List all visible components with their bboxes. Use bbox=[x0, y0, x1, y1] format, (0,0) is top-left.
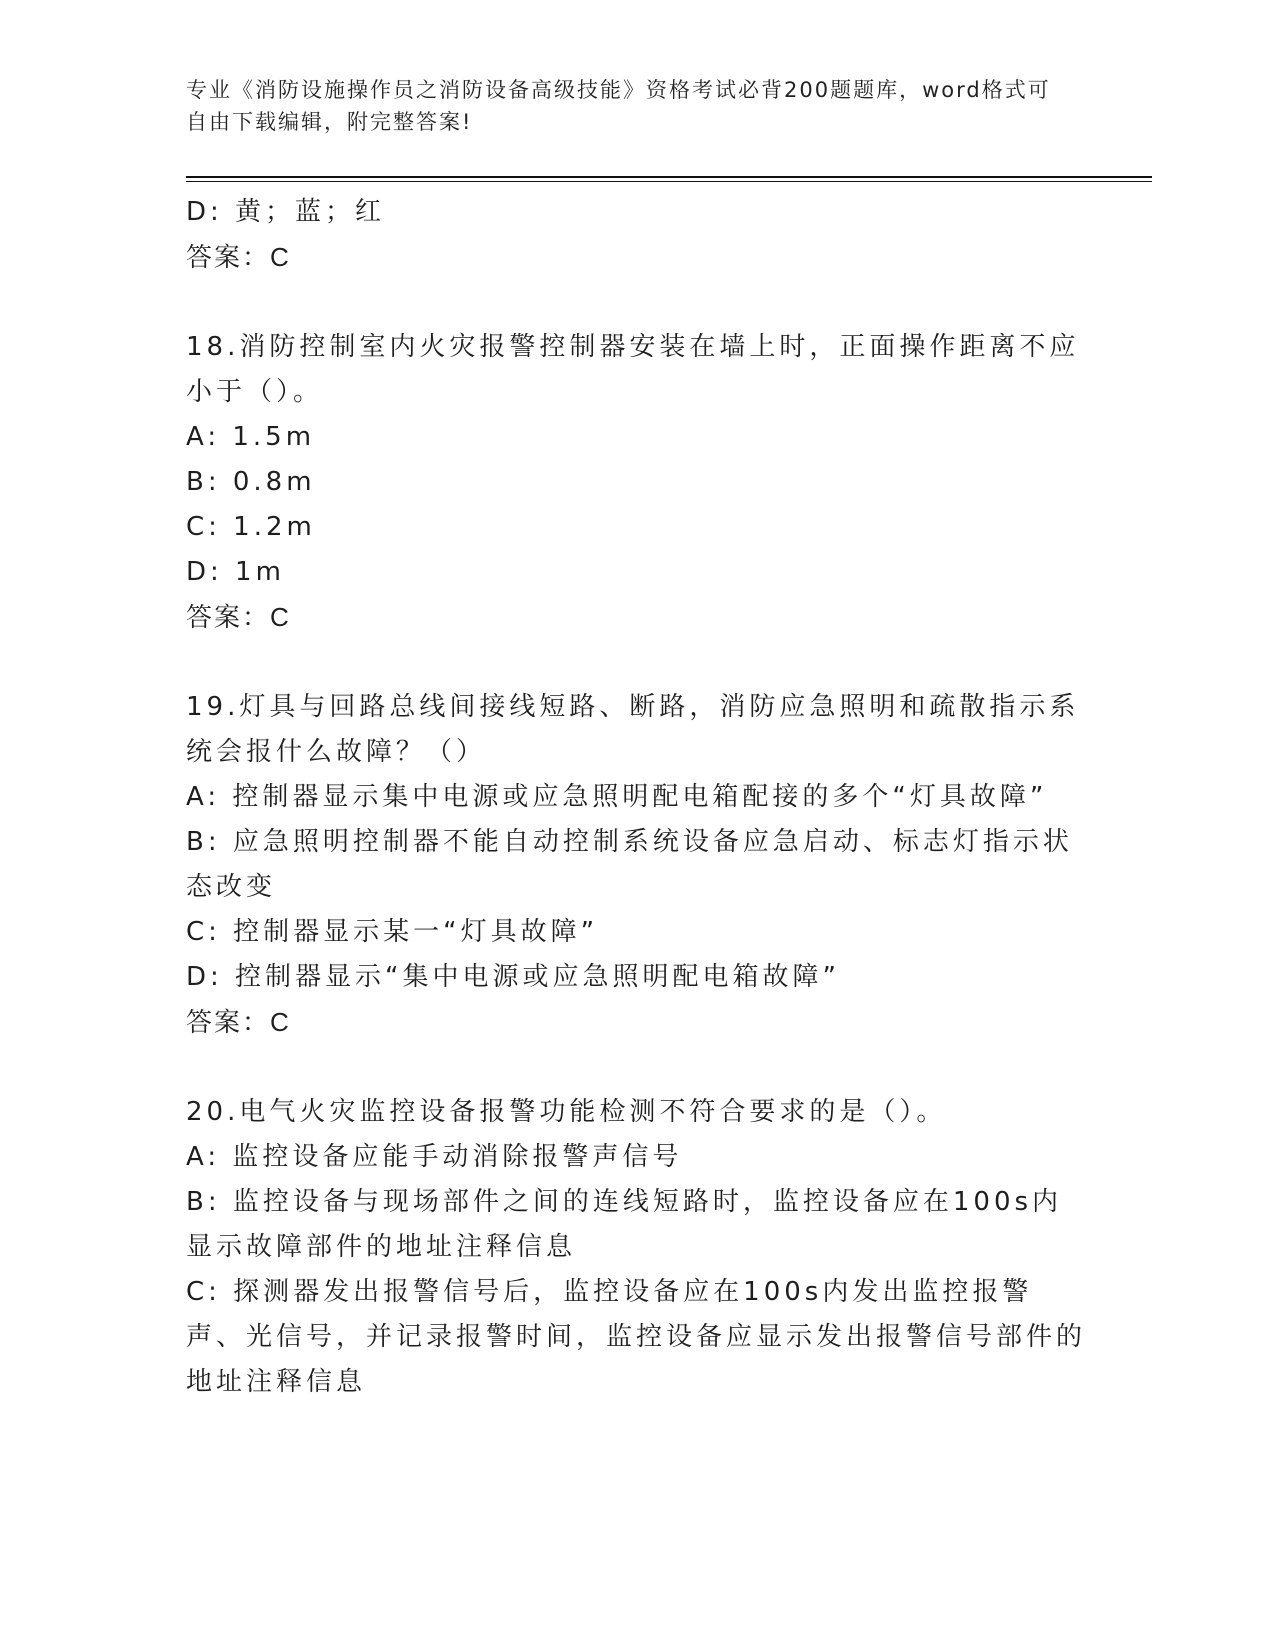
option-c: C: 控制器显示某一“灯具故障” bbox=[186, 917, 599, 947]
question-18 bbox=[186, 325, 1086, 640]
question-stem: 18.消防控制室内火灾报警控制器安装在墙上时，正面操作距离不应小于（）。 bbox=[186, 332, 1080, 407]
page-header: 专业《消防设施操作员之消防设备高级技能》资格考试必背200题题库，word格式可自由下载编辑，附完整答案! bbox=[186, 78, 1051, 134]
spacer bbox=[186, 640, 1086, 685]
answer-line: 答案：C bbox=[186, 602, 291, 632]
option-d: D: 1m bbox=[186, 557, 285, 587]
answer-line: 答案：C bbox=[186, 1007, 291, 1037]
question-stem: 20.电气火灾监控设备报警功能检测不符合要求的是（）。 bbox=[186, 1097, 947, 1127]
option-a: A: 1.5m bbox=[186, 422, 316, 452]
option-b: B: 监控设备与现场部件之间的连线短路时，监控设备应在100s内显示故障部件的地址注释信息 bbox=[186, 1187, 1063, 1262]
spacer bbox=[186, 1045, 1086, 1090]
option-c: C: 1.2m bbox=[186, 512, 316, 542]
option-a: A: 监控设备应能手动消除报警声信号 bbox=[186, 1142, 683, 1172]
spacer bbox=[186, 280, 1086, 325]
option-d: D: 黄；蓝；红 bbox=[186, 197, 386, 227]
option-c: C: 探测器发出报警信号后，监控设备应在100s内发出监控报警声、光信号，并记录报警时间，监控设备应显示发出报警信号部件的地址注释信息 bbox=[186, 1277, 1087, 1397]
question-20 bbox=[186, 1090, 1086, 1405]
question-content bbox=[186, 190, 1086, 1405]
option-b: B: 0.8m bbox=[186, 467, 316, 497]
option-a: A: 控制器显示集中电源或应急照明配电箱配接的多个“灯具故障” bbox=[186, 782, 1048, 812]
option-b: B: 应急照明控制器不能自动控制系统设备应急启动、标志灯指示状态改变 bbox=[186, 827, 1073, 902]
option-d: D: 控制器显示“集中电源或应急照明配电箱故障” bbox=[186, 962, 840, 992]
header-divider-thick bbox=[186, 176, 1152, 178]
header-divider-thin bbox=[186, 181, 1152, 182]
answer-line: 答案：C bbox=[186, 242, 291, 272]
question-stem: 19.灯具与回路总线间接线短路、断路，消防应急照明和疏散指示系统会报什么故障？（） bbox=[186, 692, 1080, 767]
question-19 bbox=[186, 685, 1086, 1045]
